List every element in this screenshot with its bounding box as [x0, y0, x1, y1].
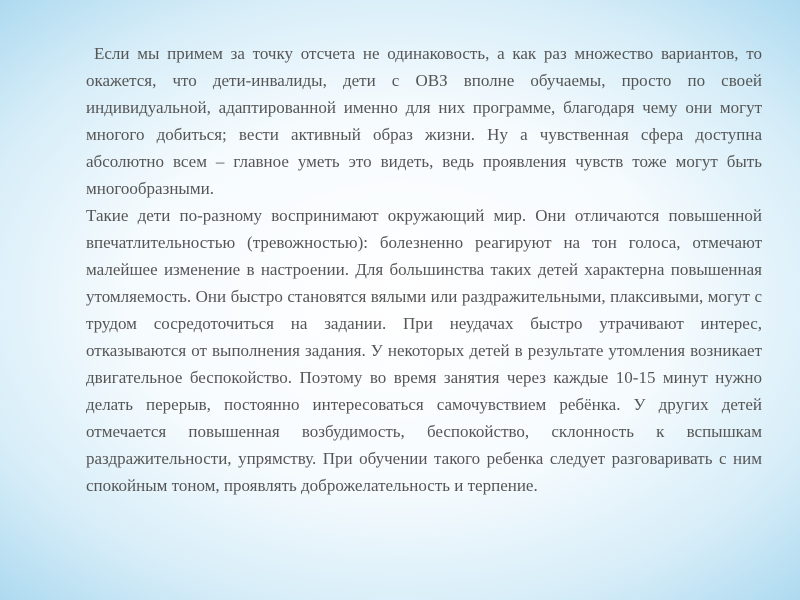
slide-text-block: [86, 40, 762, 499]
paragraph-2: Такие дети по-разному воспринимают окружающий мир. Они отличаются повышенной впечатлительностью (тревожностью): болезненно реагируют на тон голоса, отмечают малейшее изменение в настроении. Для большинства таких детей характерна повышенная утомляемость. Они быстро становятся вялыми или раздражительными, плаксивыми, могут с трудом сосредоточиться на задании. При неудачах быстро утрачивают интерес, отказываются от выполнения задания. У некоторых детей в результате утомления возникает двигательное беспокойство. Поэтому во время занятия через каждые 10-15 минут нужно делать перерыв, постоянно интересоваться самочувствием ребёнка. У других детей отмечается повышенная возбудимость, беспокойство, склонность к вспышкам раздражительности, упрямству. При обучении такого ребенка следует разговаривать с ним спокойным тоном, проявлять доброжелательность и терпение.: [86, 206, 762, 495]
paragraph-1: Если мы примем за точку отсчета не одинаковость, а как раз множество вариантов, то окажется, что дети-инвалиды, дети с ОВЗ вполне обучаемы, просто по своей индивидуальной, адаптированной именно для них программе, благодаря чему они могут многого добиться; вести активный образ жизни. Ну а чувственная сфера доступна абсолютно всем – главное уметь это видеть, ведь проявления чувств тоже могут быть многообразными.: [86, 44, 762, 198]
